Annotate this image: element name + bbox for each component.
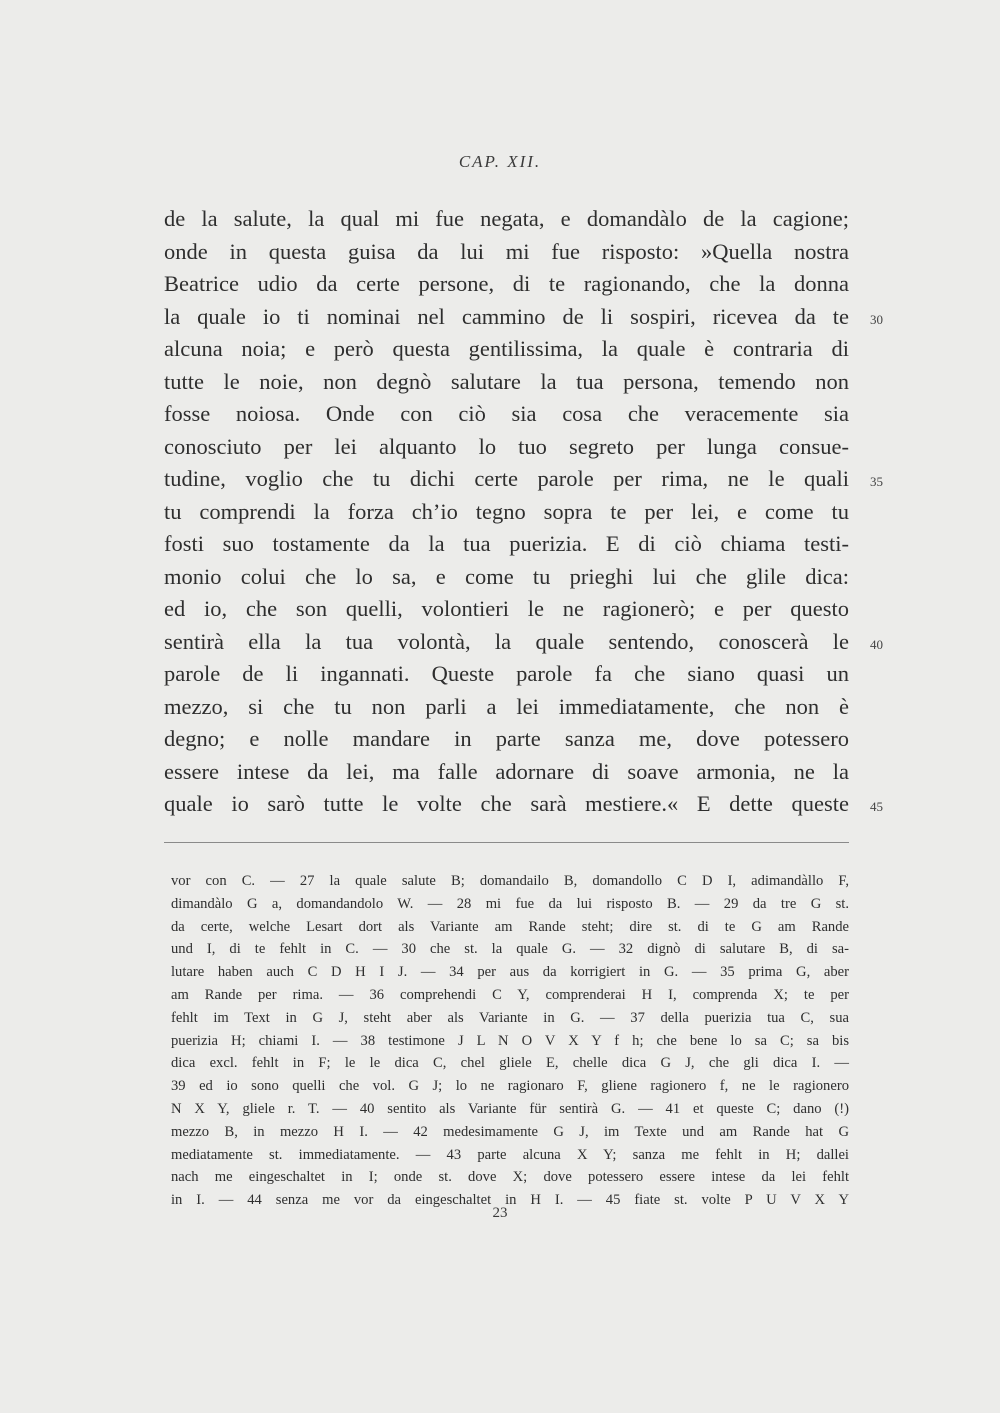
footnote-line: mezzo B, in mezzo H I. — 42 medesimamente G J, im Texte und am Rande hat G — [171, 1123, 849, 1140]
text-line: sentirà ella la tua volontà, la quale sentendo, conoscerà le 40 — [164, 626, 849, 659]
footnote-line: puerizia H; chiami I. — 38 testimone J L N O V X Y f h; che bene lo sa C; sa bis — [171, 1032, 849, 1049]
text-line: monio colui che lo sa, e come tu prieghi lui che glile dica: — [164, 563, 849, 589]
footnote-line: nach me eingeschaltet in I; onde st. dove X; dove potessero essere intese da lei fehlt — [171, 1169, 849, 1186]
text-line: conosciuto per lei alquanto lo tuo segreto per lunga consue- — [164, 433, 849, 459]
text-line: alcuna noia; e però questa gentilissima, la quale è contraria di — [164, 336, 849, 361]
text-line: fosti suo tostamente da la tua puerizia. E di ciò chiama testi- — [164, 531, 849, 556]
footnote-line: und I, di te fehlt in C. — 30 che st. la quale G. — 32 dignò di salutare B, di sa- — [171, 941, 849, 958]
text-line: onde in questa guisa da lui mi fue risposto: »Quella nostra — [164, 238, 849, 264]
footnote-line: mediatamente st. immediatamente. — 43 parte alcuna X Y; sanza me fehlt in H; dallei — [171, 1146, 849, 1163]
line-number: 35 — [870, 474, 883, 489]
footnote-line: fehlt im Text in G J, steht aber als Variante in G. — 37 della puerizia tua C, sua — [171, 1009, 849, 1026]
text-line: de la salute, la qual mi fue negata, e domandàlo de la cagione; — [164, 206, 849, 231]
text-line: tu comprendi la forza ch’io tegno sopra te per lei, e come tu — [164, 498, 849, 524]
text-line: parole de li ingannati. Queste parole fa che siano quasi un — [164, 661, 849, 686]
footnote-line: da certe, welche Lesart dort als Variante am Rande steht; dire st. di te G am Rande — [171, 918, 849, 935]
page-number: 23 — [492, 1205, 508, 1221]
text-line: fosse noiosa. Onde con ciò sia cosa che veracemente sia — [164, 401, 849, 426]
footnote-line: dica excl. fehlt in F; le le dica C, chel gliele E, chelle dica G J, che gli dica I. — — [171, 1055, 849, 1072]
text-line: tutte le noie, non degnò salutare la tua persona, temendo non — [164, 368, 849, 394]
footnote-line: vor con C. — 27 la quale salute B; domandailo B, domandollo C D I, adimandàllo F, — [171, 873, 849, 889]
text-line: essere intese da lei, ma falle adornare di soave armonia, ne la — [164, 758, 849, 784]
text-line: degno; e nolle mandare in parte sanza me, dove potessero — [164, 726, 849, 751]
line-number: 45 — [870, 799, 883, 814]
line-number: 40 — [870, 636, 883, 652]
footnote-line: in I. — 44 senza me vor da eingeschaltet in H I. — 45 fiate st. volte P U V X Y — [171, 1192, 849, 1209]
footnote-line: dimandàlo G a, domandandolo W. — 28 mi fue da lui risposto B. — 29 da tre G st. — [171, 895, 849, 912]
footnote-line: lutare haben auch C D H I J. — 34 per aus da korrigiert in G. — 35 prima G, aber — [171, 964, 849, 981]
text-line: la quale io ti nominai nel cammino de li sospiri, ricevea da te 30 — [164, 301, 849, 334]
main-text — [164, 203, 883, 821]
footnote-line: N X Y, gliele r. T. — 40 sentito als Variante für sentirà G. — 41 et queste C; dano (!) — [171, 1100, 849, 1117]
footnotes — [171, 870, 849, 1212]
line-number: 30 — [870, 311, 883, 327]
footnote-line: 39 ed io sono quelli che vol. G J; lo ne ragionaro F, gliene ragionero f, ne le ragionero — [171, 1078, 849, 1095]
text-line: mezzo, si che tu non parli a lei immediatamente, che non è — [164, 693, 849, 719]
text-line: ed io, che son quelli, volontieri le ne ragionerò; e per questo — [164, 596, 849, 621]
text-line: tudine, voglio che tu dichi certe parole per rima, ne le quali 35 — [164, 463, 849, 496]
footnote-divider — [164, 842, 849, 843]
footnote-line: am Rande per rima. — 36 comprehendi C Y, comprenderai H I, comprenda X; te per — [171, 986, 849, 1003]
text-line: Beatrice udio da certe persone, di te ragionando, che la donna — [164, 271, 849, 296]
running-title: CAP. XII. — [458, 152, 542, 171]
text-line: quale io sarò tutte le volte che sarà mestiere.« E dette queste 45 — [164, 788, 849, 821]
